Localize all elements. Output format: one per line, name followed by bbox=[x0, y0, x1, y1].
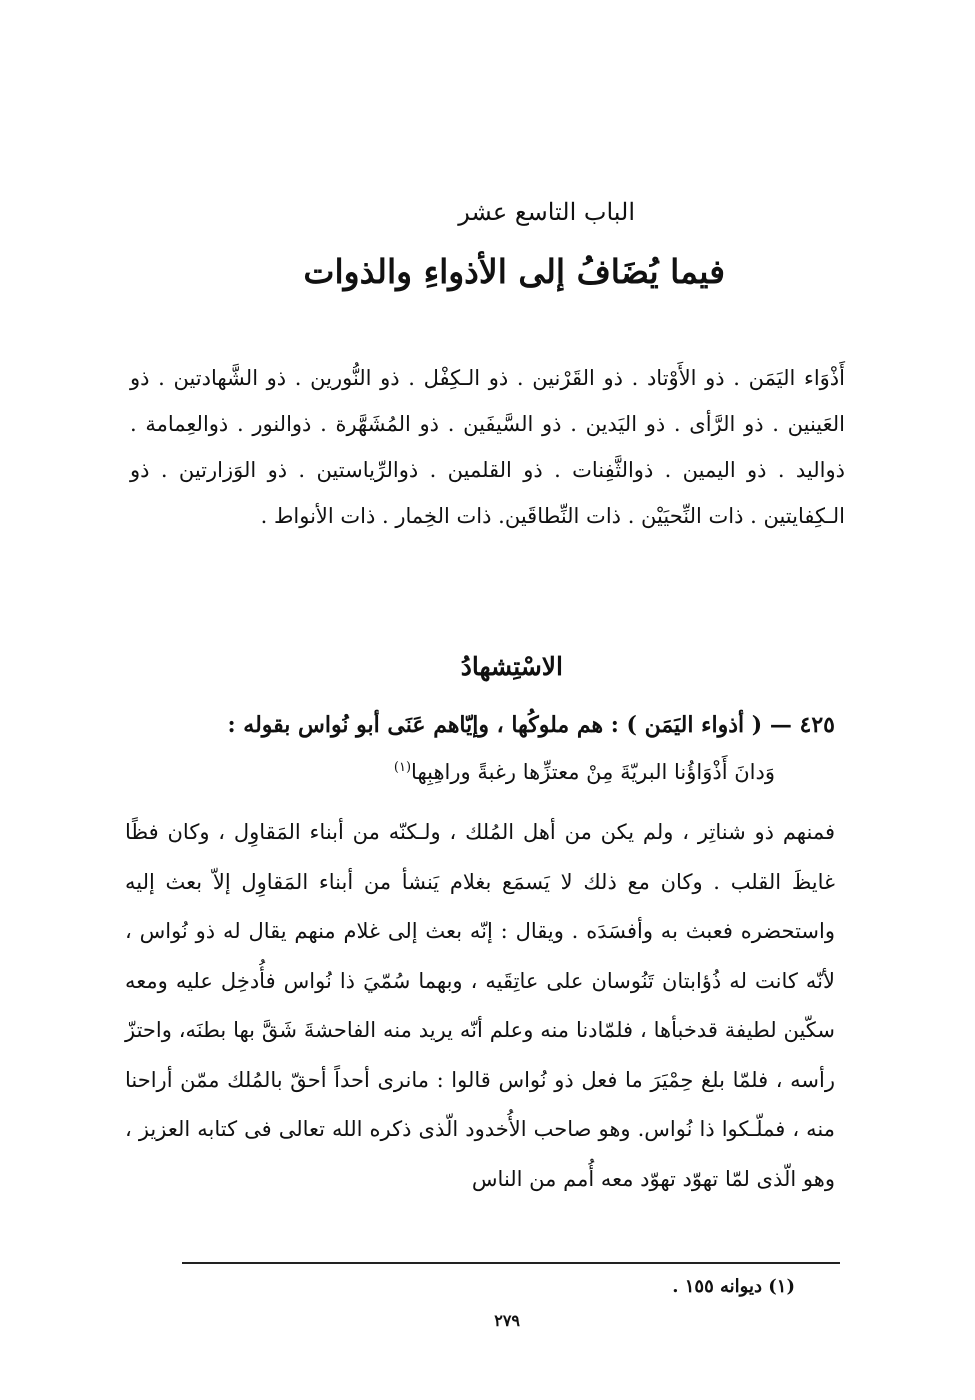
verse-text: وَدانَ أَذْوَاؤُنا البريّةَ مِنْ معتزِّها رغبةً وراهِبِها bbox=[411, 760, 775, 784]
entry-text: — ( أذواء اليَمَن ) : هم ملوكُها ، وإيّاهم عَنَى أبو نُواس بقوله : bbox=[227, 712, 792, 738]
entry-heading bbox=[135, 712, 835, 738]
section-heading: الاسْتِشهادُ bbox=[460, 652, 563, 681]
footnote: (١) ديوانه ١٥٥ . bbox=[672, 1276, 795, 1297]
poetry-verse bbox=[175, 760, 775, 784]
footnote-reference: (١) bbox=[393, 760, 412, 775]
entry-number: ٤٢٥ bbox=[799, 712, 835, 738]
chapter-title: فيما يُضَافُ إلى الأذواءِ والذوات bbox=[303, 252, 725, 291]
epithet-list-paragraph: أَذْوَاء اليَمَن . ذو الأَوْتاد . ذو القَرْنين . ذو الـكِفْل . ذو النُّورين . ذو الشَّهادتين . ذو العَينين . ذو الرَّأى . ذو اليَدين . ذو السَّيفَين . ذو المُشَهَّرة . ذوالنور . ذوالعِمامة . ذواليد . ذو اليمين . ذوالثَّفِنات . ذو القلمين . ذوالرِّياستين . ذو الوَزارتين . ذو الـكِفايتين . ذات النِّحيَيْن . ذات النِّطاقَين. ذات الخِمار . ذات الأنواط . bbox=[130, 366, 845, 528]
footnote-divider bbox=[182, 1262, 840, 1264]
chapter-label: الباب التاسع عشر bbox=[458, 198, 635, 226]
body-paragraph: فمنهم ذو شناتِر ، ولم يكن من أهل المُلك ، ولـكنّه من أبناء المَقاوِل ، وكان فظًا غايظَ القلب . وكان مع ذلك لا يَسمَع بغلام يَنشأ من أبناء المَقاوِل إلاّ بعث إليه واستحضره فعبث به وأفسَدَه . ويقال : إنّه بعث إلى غلام منهم يقال له ذو نُواس ، لأنّه كانت له ذُؤابتان تَنُوسان على عاتِقَيه ، وبهما سُمّيَ ذا نُواس فأُدخِل عليه ومعه سكّين لطيفة قدخبأها ، فلمّادنا منه وعلم أنّه يريد منه الفاحشةَ شَقَّ بها بطنَه، واحتزّ رأسه ، فلمّا بلغ حِمْيَرَ ما فعل ذو نُواس قالوا : مانرى أحداً أحقّ بالمُلك ممّن أراحنا منه ، فملّـكوا ذا نُواس. وهو صاحب الأُخدود الّذى ذكره الله تعالى فى كتابه العزيز ، وهو الّذى لمّا تهوّد تهوّد معه أُمم من الناس bbox=[125, 820, 835, 1191]
page-number: ٢٧٩ bbox=[494, 1311, 520, 1330]
